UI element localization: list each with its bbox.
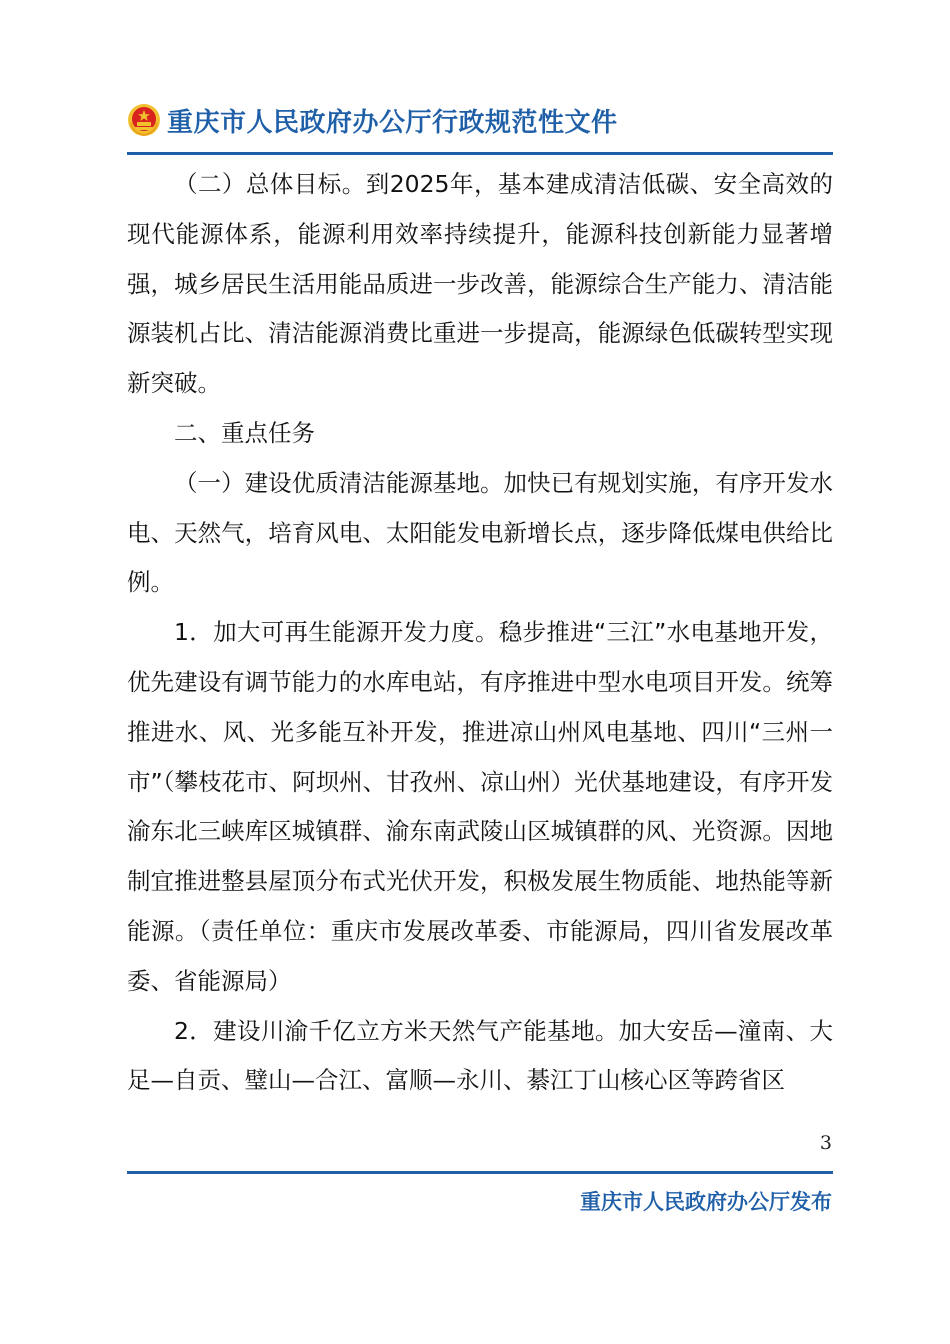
page-number: 3 <box>819 1132 832 1154</box>
document-header <box>127 98 618 142</box>
paragraph-overall-goal: （二）总体目标。到2025年，基本建成清洁低碳、安全高效的现代能源体系，能源利用效率持续提升，能源科技创新能力显著增强，城乡居民生活用能品质进一步改善，能源综合生产能力、清洁能源装机占比、清洁能源消费比重进一步提高，能源绿色低碳转型实现新突破。 <box>127 170 833 398</box>
paragraph-clean-energy-base: （一）建设优质清洁能源基地。加快已有规划实施，有序开发水电、天然气，培育风电、太阳能发电新增长点，逐步降低煤电供给比例。 <box>127 468 833 597</box>
header-divider <box>127 152 833 155</box>
national-emblem-icon <box>127 103 161 137</box>
footer-divider <box>127 1171 833 1174</box>
document-body <box>127 160 833 1106</box>
footer-publisher: 重庆市人民政府办公厅发布 <box>580 1190 832 1214</box>
header-title: 重庆市人民政府办公厅行政规范性文件 <box>167 107 618 138</box>
paragraph-natural-gas-base: 2．建设川渝千亿立方米天然气产能基地。加大安岳—潼南、大足—自贡、璧山—合江、富顺—永川、綦江丁山核心区等跨省区 <box>127 1016 833 1095</box>
paragraph-renewable-energy: 1．加大可再生能源开发力度。稳步推进“三江”水电基地开发，优先建设有调节能力的水库电站，有序推进中型水电项目开发。统筹推进水、风、光多能互补开发，推进凉山州风电基地、四川“三州一市”（攀枝花市、阿坝州、甘孜州、凉山州）光伏基地建设，有序开发渝东北三峡库区城镇群、渝东南武陵山区城镇群的风、光资源。因地制宜推进整县屋顶分布式光伏开发，积极发展生物质能、地热能等新能源。（责任单位：重庆市发展改革委、市能源局，四川省发展改革委、省能源局） <box>127 618 833 995</box>
section-heading-key-tasks: 二、重点任务 <box>174 418 315 447</box>
